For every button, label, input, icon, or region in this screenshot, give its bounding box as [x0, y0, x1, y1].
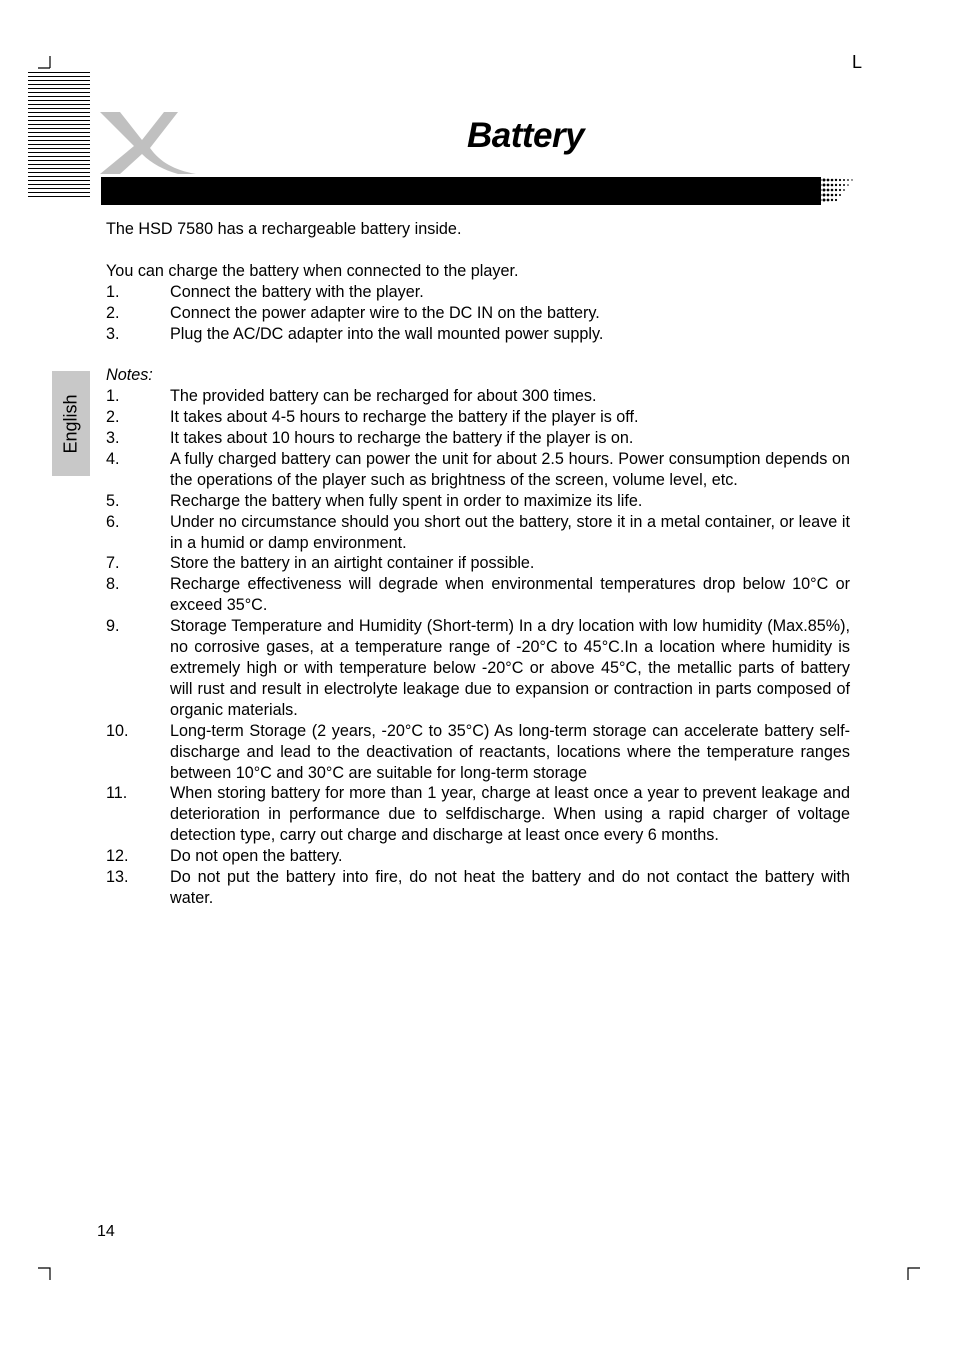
list-item: 2. Connect the power adapter wire to the DC IN on the battery. [106, 303, 600, 322]
body-content [106, 219, 850, 909]
notes-list [106, 386, 850, 909]
list-item: 8. Recharge effectiveness will degrade when environmental temperatures drop below 10°C or exceed 35°C. [106, 575, 850, 615]
list-item: 13. Do not put the battery into fire, do not heat the battery and do not contact the battery with water. [106, 868, 850, 907]
page-number: 14 [97, 1223, 115, 1240]
crop-mark-bottom-right [904, 1266, 924, 1282]
brand-x-logo [98, 108, 198, 178]
list-item: 3. It takes about 10 hours to recharge the battery if the player is on. [106, 429, 634, 448]
crop-mark-bottom-left [36, 1266, 56, 1282]
list-item: 5. Recharge the battery when fully spent in order to maximize its life. [106, 491, 643, 510]
list-item: 7. Store the battery in an airtight container if possible. [106, 554, 535, 573]
intro-text: The HSD 7580 has a rechargeable battery inside. [106, 220, 462, 238]
notes-heading: Notes: [106, 366, 153, 385]
list-item: 9. Storage Temperature and Humidity (Short-term) In a dry location with low humidity (Max.85%), no corrosive gases, at a temperature range of -20°C to 45°C.In a location where humidity is extremely high or with temperature below -20°C or above 45°C, the metallic parts of battery will rust and result in electrolyte leakage due to expansion or contraction in parts composed of organic materials. [106, 617, 850, 719]
decorative-stripes [28, 72, 90, 200]
list-item: 2. It takes about 4-5 hours to recharge the battery if the player is off. [106, 408, 639, 427]
halftone-dots-decoration [818, 177, 856, 205]
list-item: 12. Do not open the battery. [106, 847, 343, 866]
list-item: 10. Long-term Storage (2 years, -20°C to 35°C) As long-term storage can accelerate battery self-discharge and lead to the deactivation of reactants, locations where the temperature ranges between 10°C and 30°C are suitable for long-term storage [106, 721, 850, 782]
list-item: 1. The provided battery can be recharged for about 300 times. [106, 387, 597, 406]
language-tab [52, 371, 90, 476]
crop-mark-top-right: L [852, 52, 863, 72]
list-item: 4. A fully charged battery can power the unit for about 2.5 hours. Power consumption depends on the operations of the player such as brightness of the screen, volume level, etc. [106, 449, 850, 489]
list-item: 1. Connect the battery with the player. [106, 282, 424, 301]
charge-steps-list [106, 282, 850, 345]
language-tab-label: English [60, 393, 81, 454]
header-bar [101, 177, 821, 205]
charge-intro-text: You can charge the battery when connected to the player. [106, 261, 519, 280]
crop-mark-top-left [36, 56, 56, 72]
list-item: 6. Under no circumstance should you short out the battery, store it in a metal container, or leave it in a humid or damp environment. [106, 512, 850, 552]
page-title: Battery [467, 116, 585, 155]
list-item: 11. When storing battery for more than 1 year, charge at least once a year to prevent leakage and deterioration in performance due to selfdischarge. When using a rapid charger of voltage detection type, carry out charge and discharge at least once every 6 months. [106, 784, 850, 845]
list-item: 3. Plug the AC/DC adapter into the wall mounted power supply. [106, 324, 604, 343]
